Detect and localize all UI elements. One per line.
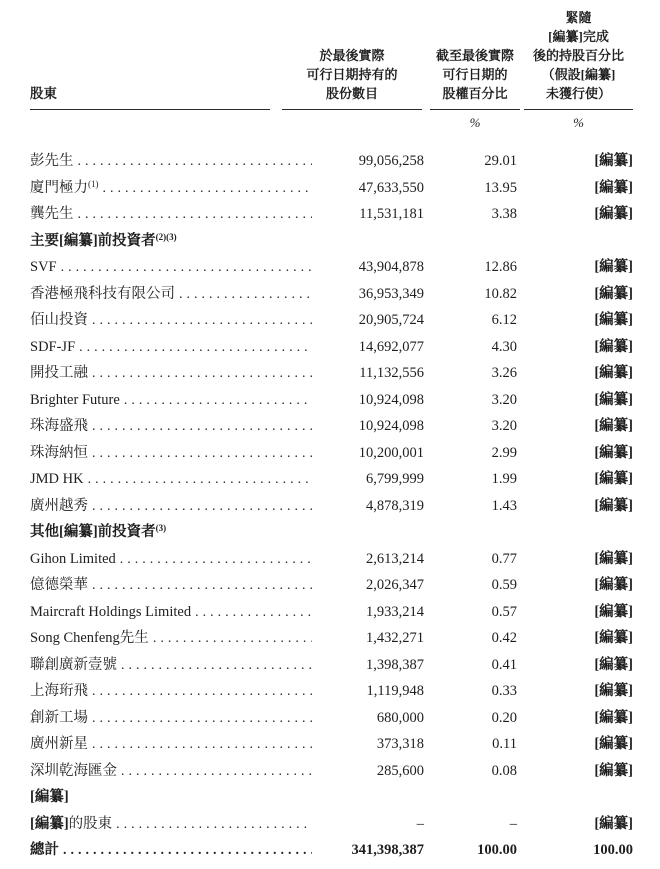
pct-latest-value: 0.59 [491,577,517,593]
pct-post-value: [編纂] [594,206,633,222]
pct-latest-value: 2.99 [491,444,517,461]
pct-post-value: [編纂] [594,285,633,302]
shareholder-name: Maircraft Holdings Limited [30,603,192,620]
shares-held-value: 10,200,001 [358,444,424,461]
shares-held-value: 10,924,098 [358,418,424,434]
shares-held-value: 2,613,214 [366,550,424,567]
shares-held-value: 285,600 [376,762,424,779]
shareholder-name: 主要[編纂]前投資者 [30,232,156,249]
header-pct-line2: 可行日期的 [442,67,508,82]
pct-post-value: [編纂] [594,630,633,646]
table-row [30,175,633,202]
dot-leader [116,547,312,574]
header-pct-post [524,8,633,110]
shares-held-value: 4,878,319 [366,497,424,514]
table-row [30,546,633,573]
shareholder-name: 創新工場 [30,709,88,726]
shareholder-name-cell [30,572,312,600]
shareholder-name-cell [30,466,312,494]
shareholder-name: 廈門極力 [30,179,88,196]
pct-latest-value: 0.11 [492,736,517,752]
percent-symbol-latest: % [469,115,481,130]
table-body [30,148,633,864]
shareholder-name: 聯創廣新壹號 [30,656,117,673]
header-shares-line1: 於最後實際 [319,48,385,63]
header-post-line1: 緊隨 [565,10,592,25]
table-row [30,811,633,838]
shareholder-name: Brighter Future [30,391,120,408]
pct-post-value: [編纂] [594,683,633,699]
shares-held-value: 43,904,878 [358,259,424,275]
dot-leader [88,679,312,706]
shares-held-value: 1,119,948 [366,683,424,699]
header-shares-held [282,46,422,110]
shares-held-value: 36,953,349 [358,285,424,302]
table-row [30,360,633,387]
shareholder-name: JMD HK [30,471,84,487]
shareholder-name-cell [30,625,312,653]
shareholder-name-cell [30,837,312,865]
shares-held-value: 680,000 [376,709,424,726]
pct-post-value: 100.00 [593,842,633,858]
pct-post-value: [編纂] [594,603,633,620]
header-shares-line2: 可行日期持有的 [306,67,398,82]
pct-latest-value: 1.43 [491,497,517,514]
pct-post-value: [編纂] [594,259,633,275]
table-row [30,148,633,175]
shareholder-name: 珠海盛飛 [30,418,88,434]
pct-post-value: [編纂] [594,550,633,567]
dot-leader [88,441,312,468]
shareholder-name-cell [30,546,312,574]
table-row [30,334,633,361]
dot-leader [149,626,312,653]
shareholder-name-cell [30,148,312,176]
dot-leader [117,653,312,680]
table-row [30,228,633,255]
pct-post-value: [編纂] [594,153,633,169]
pct-post-value: [編纂] [594,471,633,487]
shareholder-name: Gihon Limited [30,550,116,567]
dot-leader [88,414,312,441]
pct-post-value: [編纂] [594,444,633,461]
shares-held-value: 1,933,214 [366,603,424,620]
header-shares-line3: 股份數目 [325,86,378,101]
percent-spacer [30,115,430,131]
shareholder-name-cell [30,811,312,839]
shareholder-name-cell [30,599,312,627]
dot-leader [88,573,312,600]
table-row [30,254,633,281]
percent-symbol-row [30,115,633,131]
shareholder-name-cell [30,731,312,759]
shareholder-name-cell [30,652,312,680]
pct-latest-value: 3.26 [491,365,517,381]
shares-held-value: 14,692,077 [358,338,424,355]
shares-held-value: 373,318 [376,736,424,752]
header-post-line3: 後的持股百分比 [532,48,624,63]
shareholder-name: SVF [30,259,57,275]
pct-latest-value: 12.86 [484,259,517,275]
dot-leader [75,335,312,362]
pct-post-value: [編纂] [594,497,633,514]
shares-held-value: 10,924,098 [358,391,424,408]
dot-leader [88,494,312,521]
table-row [30,784,633,811]
shareholder-name-cell [30,758,312,786]
pct-post-value: [編纂] [594,577,633,593]
table-row [30,599,633,626]
pct-post-value: [編纂] [594,338,633,355]
header-shareholder: 股東 [30,84,270,110]
shares-held-value: 99,056,258 [358,153,424,169]
pct-latest-value: – [509,815,517,832]
pct-post-value: [編纂] [594,179,633,196]
shareholder-name: 佰山投資 [30,312,88,328]
table-row [30,387,633,414]
dot-leader [117,759,312,786]
table-header [30,8,633,110]
percent-symbol-post: % [573,115,584,130]
shareholder-name-cell [30,387,312,415]
header-post-line5: 未獲行使） [545,86,611,101]
shareholder-name: 彭先生 [30,153,74,169]
pct-latest-value: 0.20 [491,709,517,726]
header-pct-latest [430,46,520,110]
shareholder-name-cell [30,334,312,362]
shares-held-value: 47,633,550 [358,179,424,196]
pct-latest-value: 1.99 [491,471,517,487]
dot-leader [88,308,312,335]
shareholder-name-cell [30,281,312,309]
shareholder-name-cell: 廈門極力 (1) ..... [30,175,312,203]
pct-latest-value: 0.42 [491,630,517,646]
table-row [30,705,633,732]
header-post-line2: [編纂]完成 [548,29,609,44]
header-pct-line3: 股權百分比 [442,86,508,101]
table-row [30,493,633,520]
shareholder-name: 其他[編纂]前投資者 [30,524,156,540]
shares-held-value: 1,432,271 [366,630,424,646]
shares-held-value: 20,905,724 [358,312,424,328]
shareholder-name-cell [30,678,312,706]
shareholder-name: 的股東 [68,815,113,832]
shares-held-value: 11,132,556 [359,365,424,381]
pct-post-value: [編纂] [594,391,633,408]
shareholder-name-cell: 主要[編纂]前投資者 (2)(3) [30,228,312,256]
shareholder-name: 開投工融 [30,365,88,381]
shares-held-value: – [416,815,424,832]
dot-leader [191,600,312,627]
table-row [30,201,633,228]
dot-leader [84,467,312,494]
pct-post-value: [編纂] [594,815,633,832]
shareholder-name: 億德榮華 [30,577,88,593]
pct-post-value: [編纂] [594,736,633,752]
pct-latest-value: 13.95 [484,179,517,196]
shareholder-name: 上海珩飛 [30,683,88,699]
shareholder-name-cell [30,254,312,282]
table-row [30,731,633,758]
pct-post-value: [編纂] [594,365,633,381]
table-row [30,519,633,546]
dot-leader [175,282,312,309]
shareholder-name: 總計 [30,842,59,858]
shareholder-name-cell [30,360,312,388]
dot-leader [88,361,312,388]
shareholder-name: 龔先生 [30,206,74,222]
shares-held-value: 1,398,387 [366,656,424,673]
shares-held-value: 11,531,181 [359,206,424,222]
pct-post-value: [編纂] [594,418,633,434]
pct-post-value: [編纂] [594,312,633,328]
shareholder-name: SDF-JF [30,338,76,355]
shares-held-value: 6,799,999 [366,471,424,487]
shareholder-name-cell [30,784,312,812]
shareholder-name-cell: 其他[編纂]前投資者 (3) [30,519,312,547]
shareholder-name: 廣州新星 [30,736,88,752]
dot-leader [99,176,313,203]
pct-post-value: [編纂] [594,656,633,673]
shareholder-name-cell [30,705,312,733]
shares-held-value: 341,398,387 [351,842,424,858]
table-row [30,413,633,440]
shareholder-name: 香港極飛科技有限公司 [30,285,175,302]
shareholder-name: Song Chenfeng先生 [30,630,149,646]
shareholder-name-cell [30,440,312,468]
dot-leader [74,202,313,229]
shareholder-name-cell [30,201,312,229]
table-row [30,466,633,493]
header-pct-line1: 截至最後實際 [435,48,514,63]
shareholder-name-cell [30,307,312,335]
shareholder-name-cell [30,413,312,441]
pct-post-value: [編纂] [594,709,633,726]
pct-latest-value: 0.77 [491,550,517,567]
table-row [30,440,633,467]
pct-latest-value: 29.01 [484,153,517,169]
dot-leader [74,149,313,176]
table-row [30,625,633,652]
table-row [30,572,633,599]
pct-latest-value: 0.08 [491,762,517,779]
pct-latest-value: 3.38 [491,206,517,222]
redacted-prefix: [編纂] [30,815,69,832]
pct-latest-value: 100.00 [477,842,517,858]
shares-held-value: 2,026,347 [366,577,424,593]
dot-leader [88,732,312,759]
pct-latest-value: 6.12 [491,312,517,328]
pct-latest-value: 0.57 [491,603,517,620]
pct-latest-value: 4.30 [491,338,517,355]
table-row [30,307,633,334]
dot-leader [59,838,312,865]
dot-leader [120,388,312,415]
pct-latest-value: 3.20 [491,418,517,434]
pct-latest-value: 10.82 [484,285,517,302]
shareholder-name: 深圳乾海匯金 [30,762,117,779]
dot-leader [112,812,312,839]
dot-leader [57,255,312,282]
table-row [30,758,633,785]
pct-latest-value: 0.33 [491,683,517,699]
shareholder-name: [編纂] [30,789,69,805]
table-row [30,652,633,679]
pct-latest-value: 0.41 [491,656,517,673]
pct-latest-value: 3.20 [491,391,517,408]
pct-post-value: [編纂] [594,762,633,779]
table-row [30,281,633,308]
shareholder-name: 廣州越秀 [30,497,88,514]
table-row [30,678,633,705]
dot-leader [88,706,312,733]
header-post-line4: （假設[編纂] [541,67,616,82]
shareholder-name: 珠海納恒 [30,444,88,461]
table-row [30,837,633,864]
shareholder-name-cell [30,493,312,521]
